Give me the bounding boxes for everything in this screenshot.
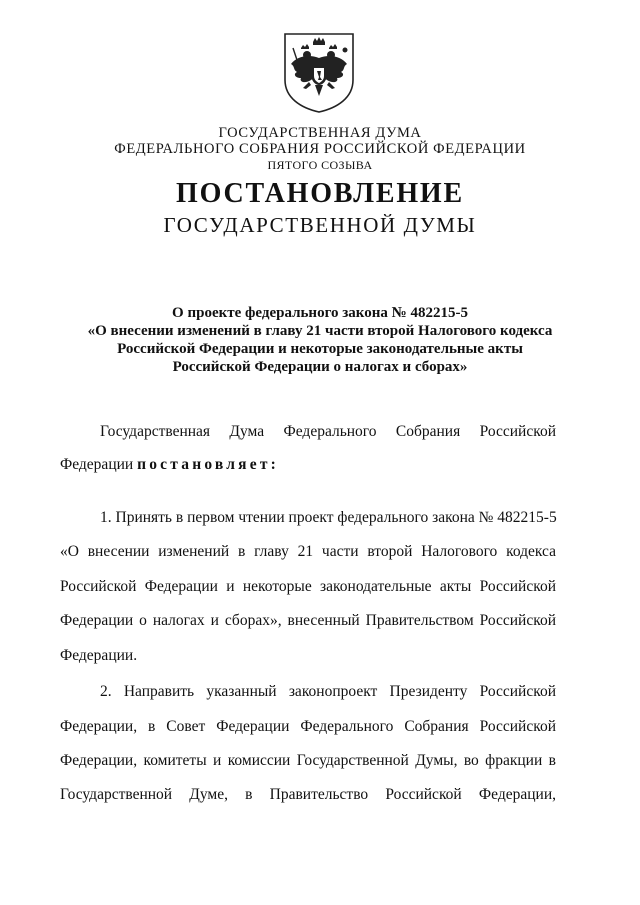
p1-line-5: Федерации. — [60, 647, 138, 664]
subject-line-3: Российской Федерации и некоторые законодательные акты — [117, 341, 523, 357]
intro-line-1: Государственная Дума Федерального Собрания Российской — [100, 423, 556, 440]
header-line-3: ПЯТОГО СОЗЫВА — [267, 158, 373, 172]
resolves-word: постановляет: — [137, 456, 279, 473]
p2-line-2: Федерации, в Совет Федерации Федерального Собрания Российской — [60, 718, 556, 735]
p2-line-3: Федерации, комитеты и комиссии Государственной Думы, во фракции в — [60, 752, 556, 769]
subject-line-2: «О внесении изменений в главу 21 части второй Налогового кодекса — [87, 323, 553, 339]
document-title: ПОСТАНОВЛЕНИЕ — [176, 178, 464, 209]
p1-line-1: 1. Принять в первом чтении проект федерального закона № 482215-5 — [100, 509, 557, 526]
p1-line-2: «О внесении изменений в главу 21 части второй Налогового кодекса — [60, 543, 556, 560]
intro-line-2 — [60, 456, 556, 474]
p1-line-4: Федерации о налогах и сборах», внесенный Правительством Российской — [60, 612, 556, 629]
coat-of-arms-icon — [279, 30, 359, 114]
document-subtitle: ГОСУДАРСТВЕННОЙ ДУМЫ — [163, 213, 477, 237]
subject-line-1: О проекте федерального закона № 482215-5 — [172, 305, 468, 321]
header-line-1: ГОСУДАРСТВЕННАЯ ДУМА — [218, 125, 422, 141]
p1-line-3: Российской Федерации и некоторые законодательные акты Российской — [60, 578, 556, 595]
p2-line-1: 2. Направить указанный законопроект Президенту Российской — [100, 683, 556, 700]
header-line-2: ФЕДЕРАЛЬНОГО СОБРАНИЯ РОССИЙСКОЙ ФЕДЕРАЦИИ — [114, 141, 526, 157]
p2-line-4: Государственной Думе, в Правительство Российской Федерации, — [60, 786, 556, 803]
subject-line-4: Российской Федерации о налогах и сборах» — [172, 359, 468, 375]
intro-line-2-prefix: Федерации — [60, 456, 138, 473]
